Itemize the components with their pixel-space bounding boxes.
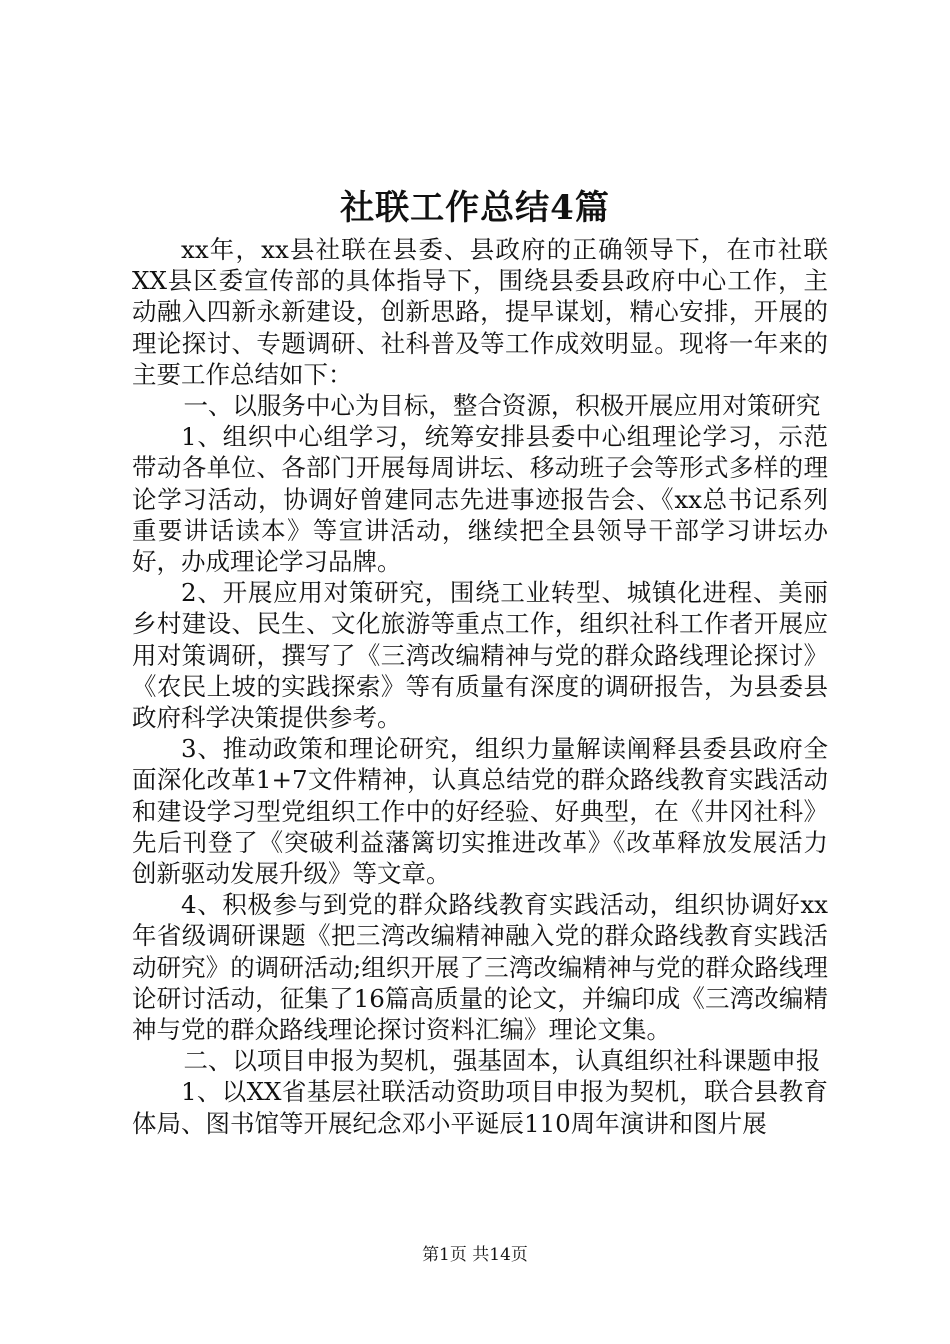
paragraph-1-3: 3、推动政策和理论研究，组织力量解读阐释县委县政府全面深化改革1+7文件精神，认真总结党的群众路线教育实践活动和建设学习型党组织工作中的好经验、好典型，在《井冈社科》先后刊登了《突破利益藩篱切实推进改革》《改革释放发展活力创新驱动发展升级》等文章。 [132, 734, 828, 889]
paragraph-1-2: 2、开展应用对策研究，围绕工业转型、城镇化进程、美丽乡村建设、民生、文化旅游等重点工作，组织社科工作者开展应用对策调研，撰写了《三湾改编精神与党的群众路线理论探讨》《农民上坡的实践探索》等有质量有深度的调研报告，为县委县政府科学决策提供参考。 [132, 578, 828, 733]
paragraph-1-1: 1、组织中心组学习，统筹安排县委中心组理论学习，示范带动各单位、各部门开展每周讲坛、移动班子会等形式多样的理论学习活动，协调好曾建同志先进事迹报告会、《xx总书记系列重要讲话读本》等宣讲活动，继续把全县领导干部学习讲坛办好，办成理论学习品牌。 [132, 422, 828, 577]
document-title: 社联工作总结4篇 [340, 188, 610, 228]
paragraph-1-4: 4、积极参与到党的群众路线教育实践活动，组织协调好xx年省级调研课题《把三湾改编精神融入党的群众路线教育实践活动研究》的调研活动;组织开展了三湾改编精神与党的群众路线理论研讨活动，征集了16篇高质量的论文，并编印成《三湾改编精神与党的群众路线理论探讨资料汇编》理论文集。 [132, 890, 828, 1045]
section-heading-2: 二、以项目申报为契机，强基固本，认真组织社科课题申报 [183, 1046, 821, 1076]
paragraph-2-1: 1、以XX省基层社联活动资助项目申报为契机，联合县教育体局、图书馆等开展纪念邓小平诞辰110周年演讲和图片展 [132, 1077, 828, 1138]
document-body [132, 234, 828, 1139]
section-heading-1: 一、以服务中心为目标，整合资源，积极开展应用对策研究 [183, 391, 821, 421]
page-number: 第1页 共14页 [422, 1245, 528, 1265]
intro-paragraph: xx年，xx县社联在县委、县政府的正确领导下，在市社联XX县区委宣传部的具体指导下，围绕县委县政府中心工作，主动融入四新永新建设，创新思路，提早谋划，精心安排，开展的理论探讨、专题调研、社科普及等工作成效明显。现将一年来的主要工作总结如下： [132, 235, 828, 389]
